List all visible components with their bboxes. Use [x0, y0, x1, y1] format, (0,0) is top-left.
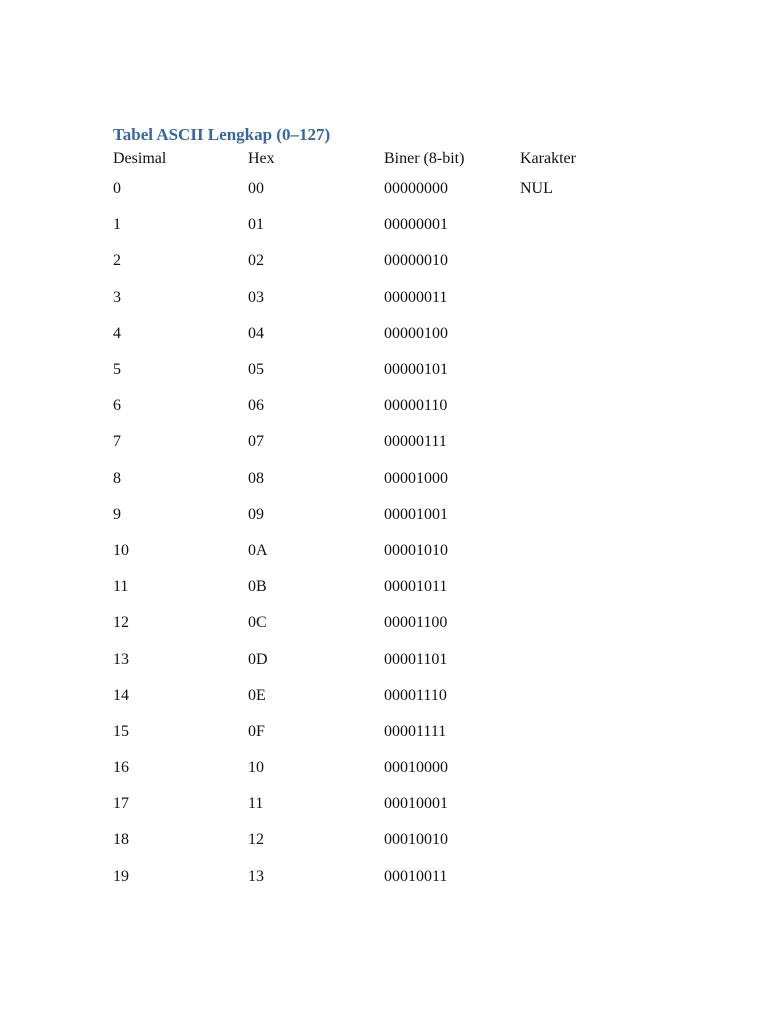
cell-desimal: 16 — [113, 759, 129, 777]
cell-desimal: 0 — [113, 180, 121, 198]
cell-biner: 00001011 — [384, 578, 448, 596]
cell-desimal: 17 — [113, 795, 129, 813]
cell-biner: 00000000 — [384, 180, 448, 198]
table-row — [113, 243, 673, 279]
table-body — [113, 171, 673, 895]
cell-desimal: 11 — [113, 578, 129, 596]
table-row — [113, 207, 673, 243]
cell-hex: 08 — [248, 469, 264, 487]
cell-desimal: 13 — [113, 650, 129, 668]
cell-biner: 00000100 — [384, 324, 448, 342]
cell-hex: 02 — [248, 252, 264, 270]
cell-hex: 03 — [248, 288, 264, 306]
cell-biner: 00001111 — [384, 722, 447, 740]
table-row — [113, 605, 673, 641]
cell-desimal: 4 — [113, 324, 121, 342]
cell-desimal: 9 — [113, 505, 121, 523]
cell-desimal: 8 — [113, 469, 121, 487]
cell-biner: 00000010 — [384, 252, 448, 270]
cell-hex: 10 — [248, 759, 264, 777]
cell-desimal: 1 — [113, 216, 121, 234]
cell-hex: 00 — [248, 180, 264, 198]
table-header-row — [113, 147, 673, 171]
table-row — [113, 678, 673, 714]
cell-biner: 00010010 — [384, 831, 448, 849]
cell-biner: 00000110 — [384, 397, 448, 415]
cell-desimal: 18 — [113, 831, 129, 849]
cell-hex: 0F — [248, 722, 265, 740]
cell-desimal: 10 — [113, 541, 129, 559]
column-header-hex: Hex — [248, 150, 275, 167]
table-row — [113, 714, 673, 750]
cell-biner: 00000101 — [384, 361, 448, 379]
table-row — [113, 641, 673, 677]
cell-biner: 00001010 — [384, 541, 448, 559]
cell-biner: 00001100 — [384, 614, 448, 632]
column-header-biner: Biner (8-bit) — [384, 150, 465, 167]
cell-hex: 01 — [248, 216, 264, 234]
table-row — [113, 497, 673, 533]
cell-hex: 06 — [248, 397, 264, 415]
cell-hex: 05 — [248, 361, 264, 379]
cell-desimal: 15 — [113, 722, 129, 740]
cell-hex: 04 — [248, 324, 264, 342]
cell-desimal: 3 — [113, 288, 121, 306]
cell-desimal: 7 — [113, 433, 121, 451]
cell-biner: 00001000 — [384, 469, 448, 487]
cell-hex: 07 — [248, 433, 264, 451]
table-row — [113, 533, 673, 569]
ascii-table — [113, 147, 673, 895]
cell-desimal: 2 — [113, 252, 121, 270]
cell-hex: 12 — [248, 831, 264, 849]
cell-desimal: 6 — [113, 397, 121, 415]
document-title: Tabel ASCII Lengkap (0–127) — [113, 125, 331, 144]
cell-biner: 00001101 — [384, 650, 448, 668]
table-row — [113, 822, 673, 858]
cell-biner: 00000111 — [384, 433, 447, 451]
table-row — [113, 171, 673, 207]
cell-biner: 00010001 — [384, 795, 448, 813]
table-row — [113, 280, 673, 316]
table-row — [113, 786, 673, 822]
cell-desimal: 12 — [113, 614, 129, 632]
column-header-desimal: Desimal — [113, 150, 167, 167]
column-header-karakter: Karakter — [520, 150, 576, 167]
table-row — [113, 750, 673, 786]
document-page — [113, 123, 673, 895]
table-row — [113, 859, 673, 895]
cell-biner: 00010011 — [384, 867, 448, 885]
cell-desimal: 5 — [113, 361, 121, 379]
cell-desimal: 14 — [113, 686, 129, 704]
cell-hex: 0C — [248, 614, 267, 632]
cell-hex: 11 — [248, 795, 264, 813]
cell-biner: 00001110 — [384, 686, 447, 704]
cell-karakter: NUL — [520, 180, 553, 198]
table-row — [113, 461, 673, 497]
table-row — [113, 388, 673, 424]
cell-hex: 0E — [248, 686, 266, 704]
cell-biner: 00001001 — [384, 505, 448, 523]
cell-desimal: 19 — [113, 867, 129, 885]
cell-biner: 00010000 — [384, 759, 448, 777]
cell-hex: 09 — [248, 505, 264, 523]
table-row — [113, 352, 673, 388]
cell-biner: 00000011 — [384, 288, 448, 306]
table-row — [113, 316, 673, 352]
cell-hex: 0B — [248, 578, 267, 596]
cell-biner: 00000001 — [384, 216, 448, 234]
cell-hex: 13 — [248, 867, 264, 885]
cell-hex: 0D — [248, 650, 268, 668]
cell-hex: 0A — [248, 541, 268, 559]
table-row — [113, 569, 673, 605]
table-row — [113, 424, 673, 460]
